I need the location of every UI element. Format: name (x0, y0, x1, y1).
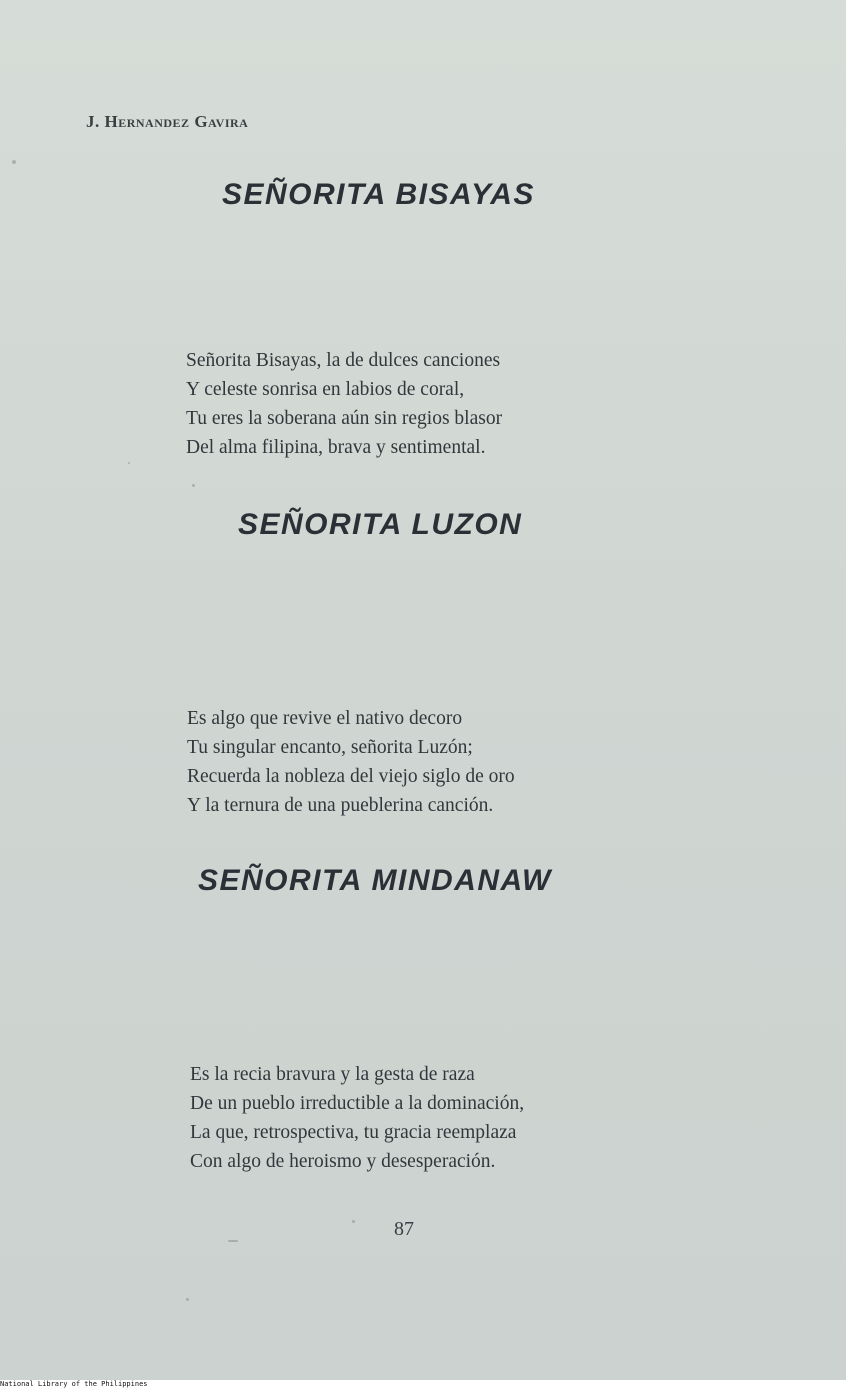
stanza-luzon (187, 704, 515, 820)
verse-line: Tu singular encanto, señorita Luzón; (187, 737, 473, 758)
verse-line: Del alma filipina, brava y sentimental. (186, 437, 486, 458)
verse-line: Recuerda la nobleza del viejo siglo de oro (187, 766, 515, 787)
paper-speck (192, 484, 195, 487)
page-number: 87 (394, 1218, 414, 1240)
stanza-bisayas (186, 346, 502, 462)
verse-line: Y celeste sonrisa en labios de coral, (186, 379, 465, 400)
paper-speck (228, 1240, 238, 1242)
paper-speck (128, 462, 130, 464)
verse-line: Tu eres la soberana aún sin regios blasor (186, 408, 503, 429)
stanza-mindanaw (190, 1060, 524, 1176)
verse-line: Y la ternura de una pueblerina canción. (187, 795, 494, 816)
paper-speck (186, 1298, 189, 1301)
poem-title-bisayas: SEÑORITA BISAYAS (222, 178, 535, 211)
running-header: J. Hernandez Gavira (86, 112, 249, 131)
verse-line: La que, retrospectiva, tu gracia reemplaza (190, 1122, 517, 1143)
poem-title-mindanaw: SEÑORITA MINDANAW (198, 864, 552, 897)
paper-speck (12, 160, 16, 164)
verse-line: Es algo que revive el nativo decoro (187, 708, 463, 729)
footer-credit: National Library of the Philippines (0, 1380, 148, 1388)
verse-line: De un pueblo irreductible a la dominación, (190, 1093, 525, 1114)
verse-line: Señorita Bisayas, la de dulces canciones (186, 350, 501, 371)
verse-line: Con algo de heroismo y desesperación. (190, 1151, 496, 1172)
paper-speck (352, 1220, 355, 1223)
verse-line: Es la recia bravura y la gesta de raza (190, 1064, 475, 1085)
poem-title-luzon: SEÑORITA LUZON (238, 508, 523, 541)
